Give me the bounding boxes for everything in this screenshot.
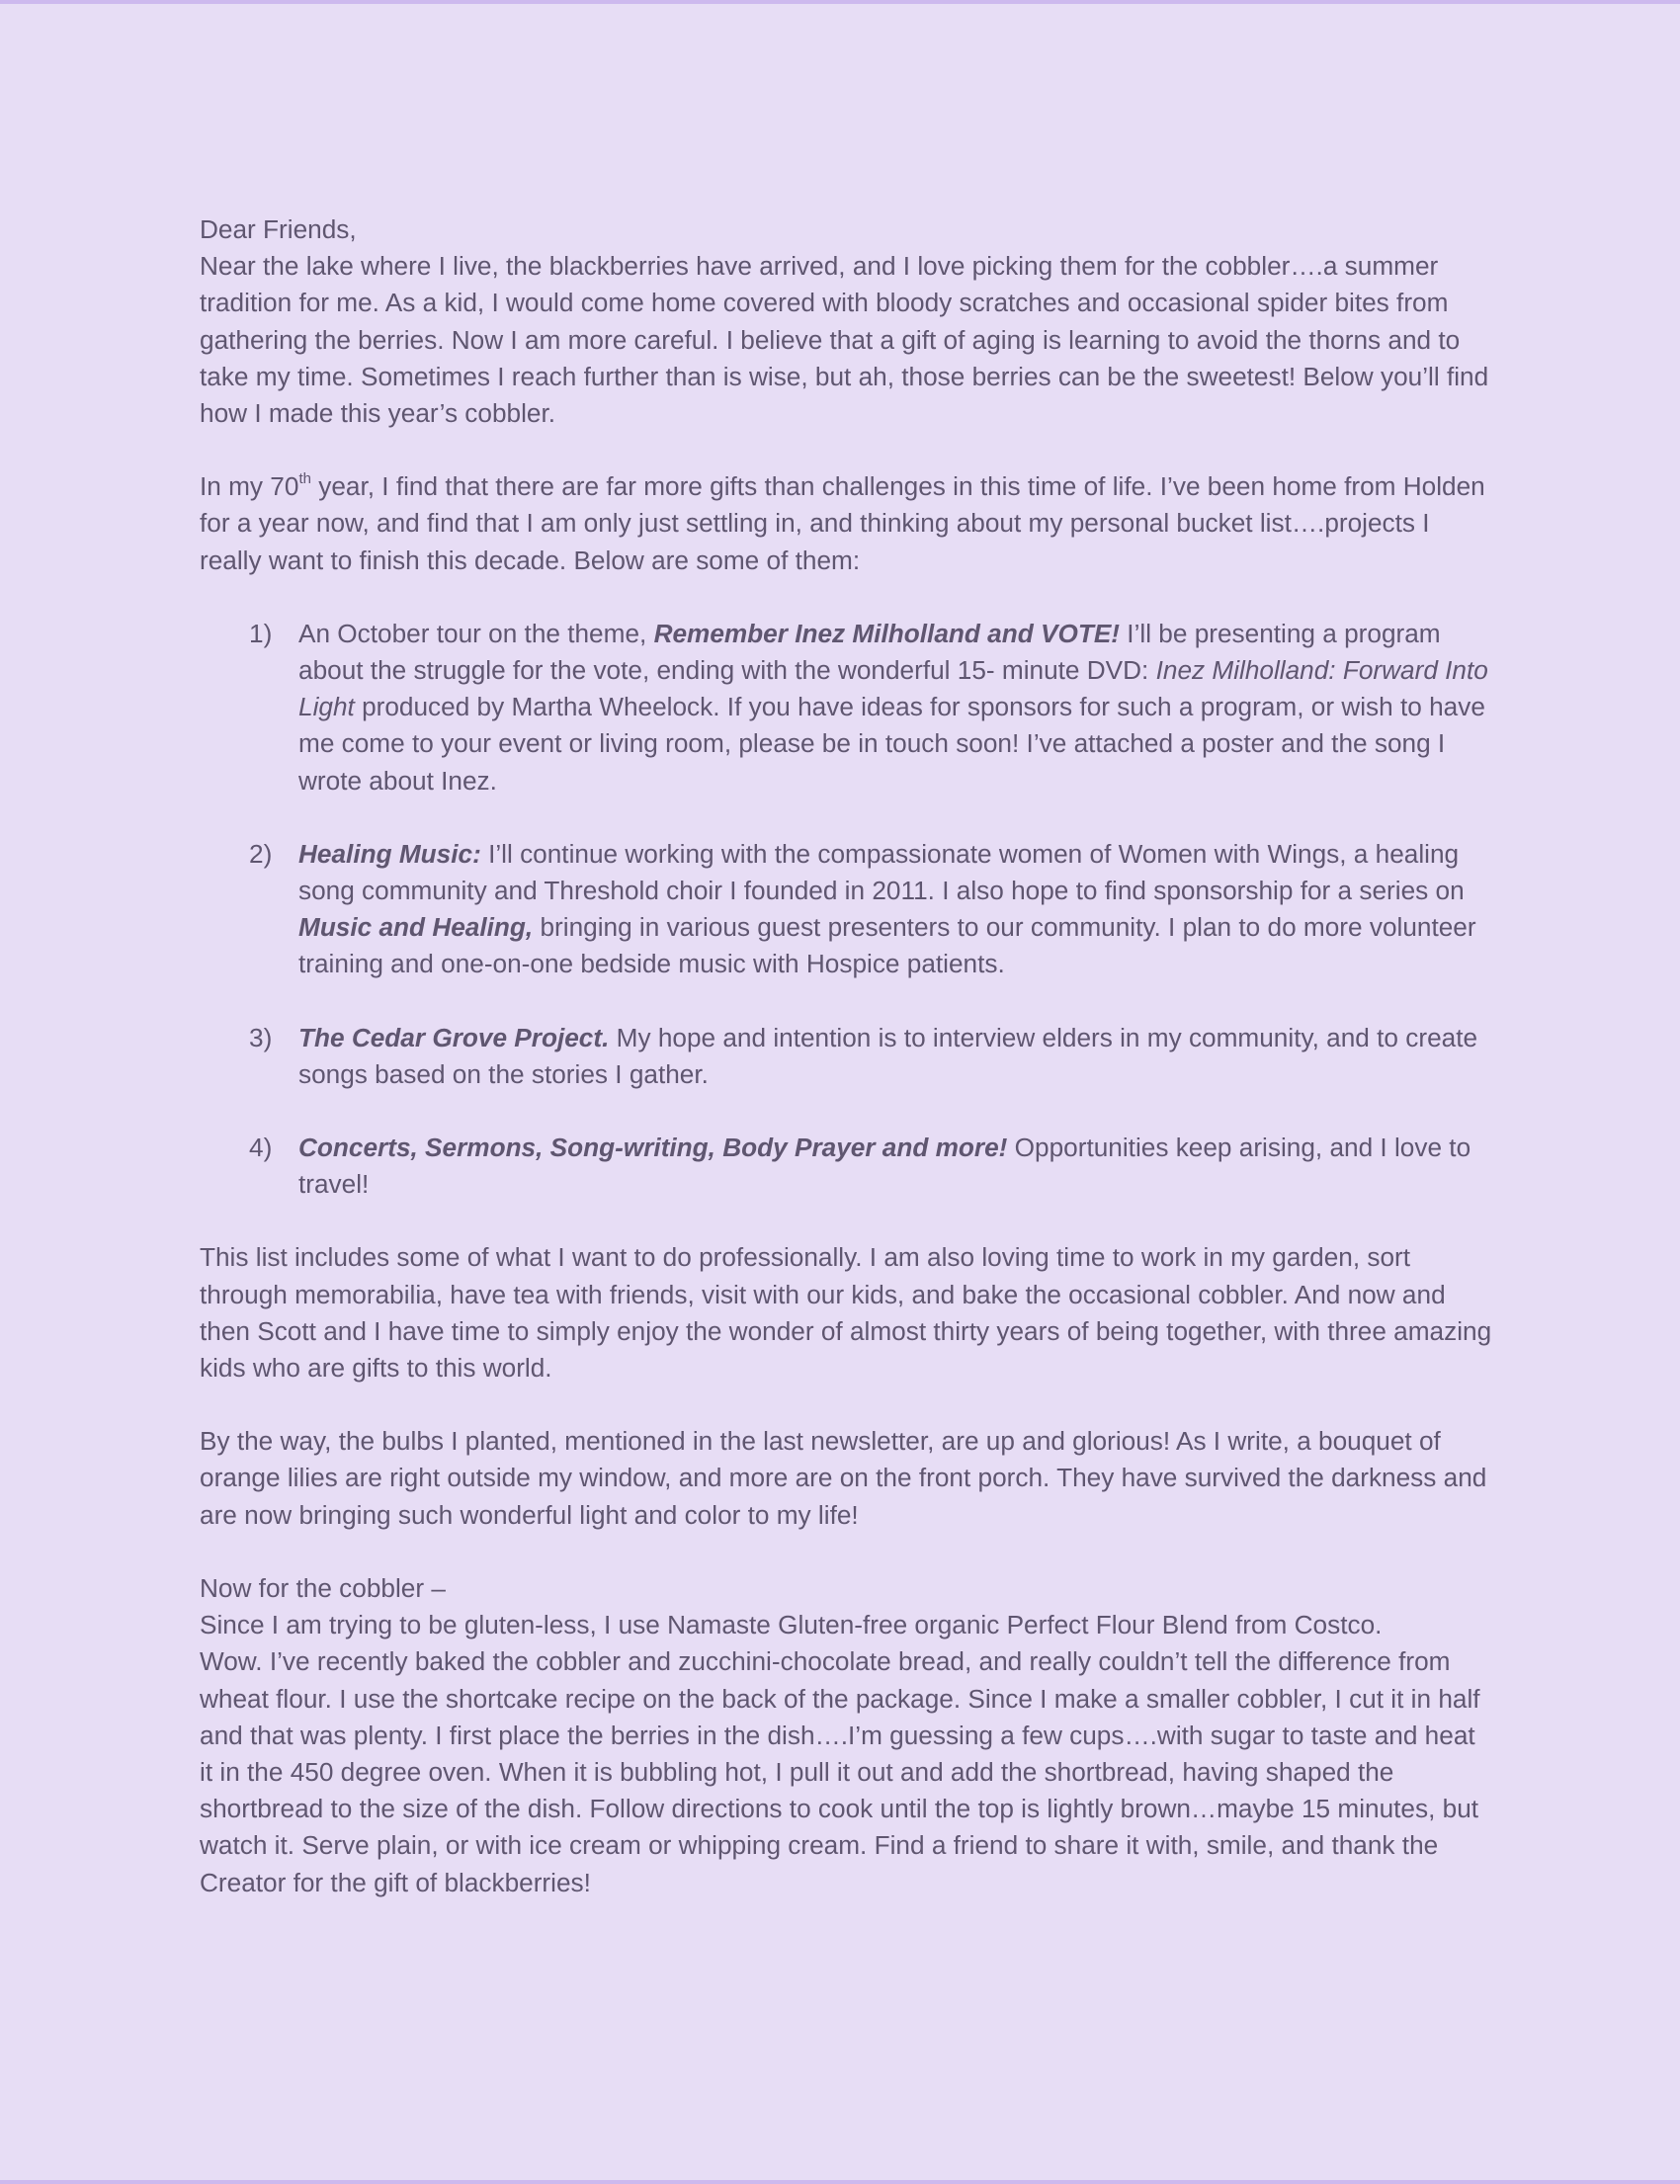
dvd-title: Inez Milholland: Forward Into Light xyxy=(298,655,1488,722)
item-text: I’ll continue working with the compassionate women of Women with Wings, a healing song community and Threshold choir I founded in 2011. I also hope to find sponsorship for a series on xyxy=(298,838,1465,906)
page-bottom-edge xyxy=(0,2180,1680,2184)
spacer xyxy=(249,1093,1494,1130)
list-number: 2) xyxy=(249,838,273,869)
list-item xyxy=(249,616,1494,799)
list-item xyxy=(249,1130,1494,1203)
spacer xyxy=(249,983,1494,1020)
spacer xyxy=(200,1386,1494,1423)
item-text: bringing in various guest presenters to our community. I plan to do more volunteer training and one-on-one bedside music with Hospice patients. xyxy=(298,912,1476,979)
paragraph-professional-list: This list includes some of what I want to do professionally. I am also loving time to work in my garden, sort through memorabilia, have tea with friends, visit with our kids, and bake the occasional cobbler. And now and then Scott and I have time to simply enjoy the wonder of almost thirty years of being together, with three amazing kids who are gifts to this world. xyxy=(200,1242,1492,1384)
item-title: Healing Music: xyxy=(298,838,481,869)
list-number: 4) xyxy=(249,1133,273,1163)
spacer xyxy=(200,579,1494,616)
item-text: Opportunities keep arising, and I love to travel! xyxy=(298,1133,1471,1200)
item-title: Concerts, Sermons, Song-writing, Body Prayer and more! xyxy=(298,1133,1008,1163)
paragraph-flour: Since I am trying to be gluten-less, I use Namaste Gluten-free organic Perfect Flour Blend from Costco. xyxy=(200,1610,1383,1640)
spacer xyxy=(200,432,1494,468)
item-lead: An October tour on the theme, xyxy=(298,618,654,648)
letter-body xyxy=(200,211,1494,1901)
item-text: produced by Martha Wheelock. If you have ideas for sponsors for such a program, or wish to have me come to your event or living room, please be in touch soon! I’ve attached a poster and the song I wrote about Inez. xyxy=(298,692,1485,796)
list-item xyxy=(249,836,1494,983)
paragraph-blackberries: Near the lake where I live, the blackberries have arrived, and I love picking them for the cobbler….a summer tradition for me. As a kid, I would come home covered with bloody scratches and occasional spider bites from gathering the berries. Now I am more careful. I believe that a gift of aging is learning to avoid the thorns and to take my time. Sometimes I reach further than is wise, but ah, those berries can be the sweetest! Below you’ll find how I made this year’s cobbler. xyxy=(200,251,1489,429)
item-title: The Cedar Grove Project. xyxy=(298,1022,610,1052)
item-title-secondary: Music and Healing, xyxy=(298,912,534,943)
list-item xyxy=(249,1020,1494,1093)
para2-after: year, I find that there are far more gifts than challenges in this time of life. I’ve been home from Holden for a year now, and find that I am only just settling in, and thinking about my personal bucket list….projects I really want to finish this decade. Below are some of them: xyxy=(200,471,1485,575)
superscript-th: th xyxy=(298,470,311,488)
item-text: My hope and intention is to interview elders in my community, and to create songs based on the stories I gather. xyxy=(298,1022,1478,1089)
salutation: Dear Friends, xyxy=(200,214,357,244)
paragraph-recipe: Wow. I’ve recently baked the cobbler and zucchini-chocolate bread, and really couldn’t tell the difference from wheat flour. I use the shortcake recipe on the back of the package. Since I make a smaller cobbler, I cut it in half and that was plenty. I first place the berries in the dish….I’m guessing a few cups….with sugar to taste and heat it in the 450 degree oven. When it is bubbling hot, I pull it out and add the shortbread, having shaped the shortbread to the size of the dish. Follow directions to cook until the top is lightly brown…maybe 15 minutes, but watch it. Serve plain, or with ice cream or whipping cream. Find a friend to share it with, smile, and thank the Creator for the gift of blackberries! xyxy=(200,1646,1480,1897)
cobbler-heading: Now for the cobbler – xyxy=(200,1572,446,1603)
list-number: 1) xyxy=(249,618,273,648)
item-title: Remember Inez Milholland and VOTE! xyxy=(653,618,1121,648)
paragraph-70th-year xyxy=(200,468,1494,579)
bucket-list xyxy=(249,616,1494,1204)
paragraph-bulbs: By the way, the bulbs I planted, mentioned in the last newsletter, are up and glorious! As I write, a bouquet of orange lilies are right outside my window, and more are on the front porch. They have survived the darkness and are now bringing such wonderful light and color to my life! xyxy=(200,1426,1487,1530)
spacer xyxy=(249,799,1494,836)
para2-before: In my 70 xyxy=(200,471,299,502)
item-text: I’ll be presenting a program about the struggle for the vote, ending with the wonderful 15- minute DVD: xyxy=(298,618,1441,686)
spacer xyxy=(200,1203,1494,1239)
page-top-edge xyxy=(0,0,1680,4)
list-number: 3) xyxy=(249,1022,273,1052)
spacer xyxy=(200,1534,1494,1570)
